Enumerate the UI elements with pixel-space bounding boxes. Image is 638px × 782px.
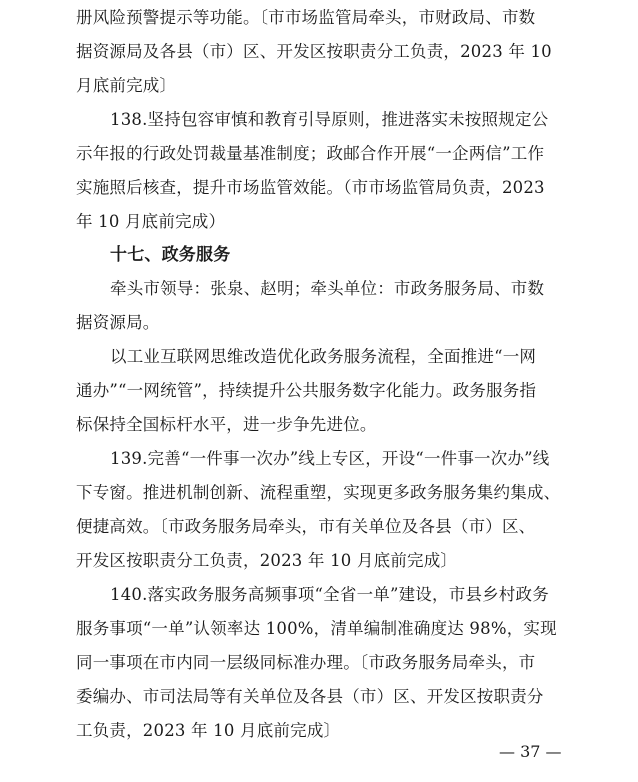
text-line: 月底前完成〕 — [76, 76, 177, 95]
text-line: 下专窗。推进机制创新、流程重塑，实现更多政务服务集约集成、 — [76, 483, 561, 502]
item-139-first-line: 139.完善“一件事一次办”线上专区，开设“一件事一次办”线 — [110, 449, 550, 468]
text-line: 据资源局及各县（市）区、开发区按职责分工负责，2023 年 10 — [76, 42, 552, 61]
text-line: 通办”“一网统管”，持续提升公共服务数字化能力。政务服务指 — [76, 381, 537, 400]
text-line: 实施照后核查，提升市场监管效能。（市市场监管局负责，2023 — [76, 178, 545, 197]
text-line: 同一事项在市内同一层级同标准办理。〔市政务服务局牵头，市 — [76, 653, 536, 672]
text-line: 年 10 月底前完成） — [76, 212, 226, 231]
text-line: 开发区按职责分工负责，2023 年 10 月底前完成〕 — [76, 551, 458, 570]
item-138-first-line: 138.坚持包容审慎和教育引导原则，推进落实未按照规定公 — [110, 110, 549, 129]
text-line: 工负责，2023 年 10 月底前完成〕 — [76, 721, 341, 740]
text-line: 便捷高效。〔市政务服务局牵头，市有关单位及各县（市）区、 — [76, 517, 536, 536]
text-line: 委编办、市司法局等有关单位及各县（市）区、开发区按职责分 — [76, 687, 544, 706]
text-line: 服务事项“一单”认领率达 100%，清单编制准确度达 98%，实现 — [76, 619, 557, 638]
text-line: 册风险预警提示等功能。〔市市场监管局牵头，市财政局、市数 — [76, 8, 536, 27]
text-line: 标保持全国标杆水平，进一步争先进位。 — [76, 415, 377, 434]
page-number: — 37 — — [499, 742, 562, 761]
lead-info-line: 牵头市领导：张泉、赵明；牵头单位：市政务服务局、市数 — [110, 279, 545, 298]
text-line: 示年报的行政处罚裁量基准制度；政邮合作开展“一企两信”工作 — [76, 144, 545, 163]
text-line: 据资源局。 — [76, 313, 160, 332]
item-140-first-line: 140.落实政务服务高频事项“全省一单”建设，市县乡村政务 — [110, 585, 549, 604]
section-heading: 十七、政务服务 — [110, 245, 231, 265]
intro-paragraph-first-line: 以工业互联网思维改造优化政务服务流程，全面推进“一网 — [110, 347, 537, 366]
